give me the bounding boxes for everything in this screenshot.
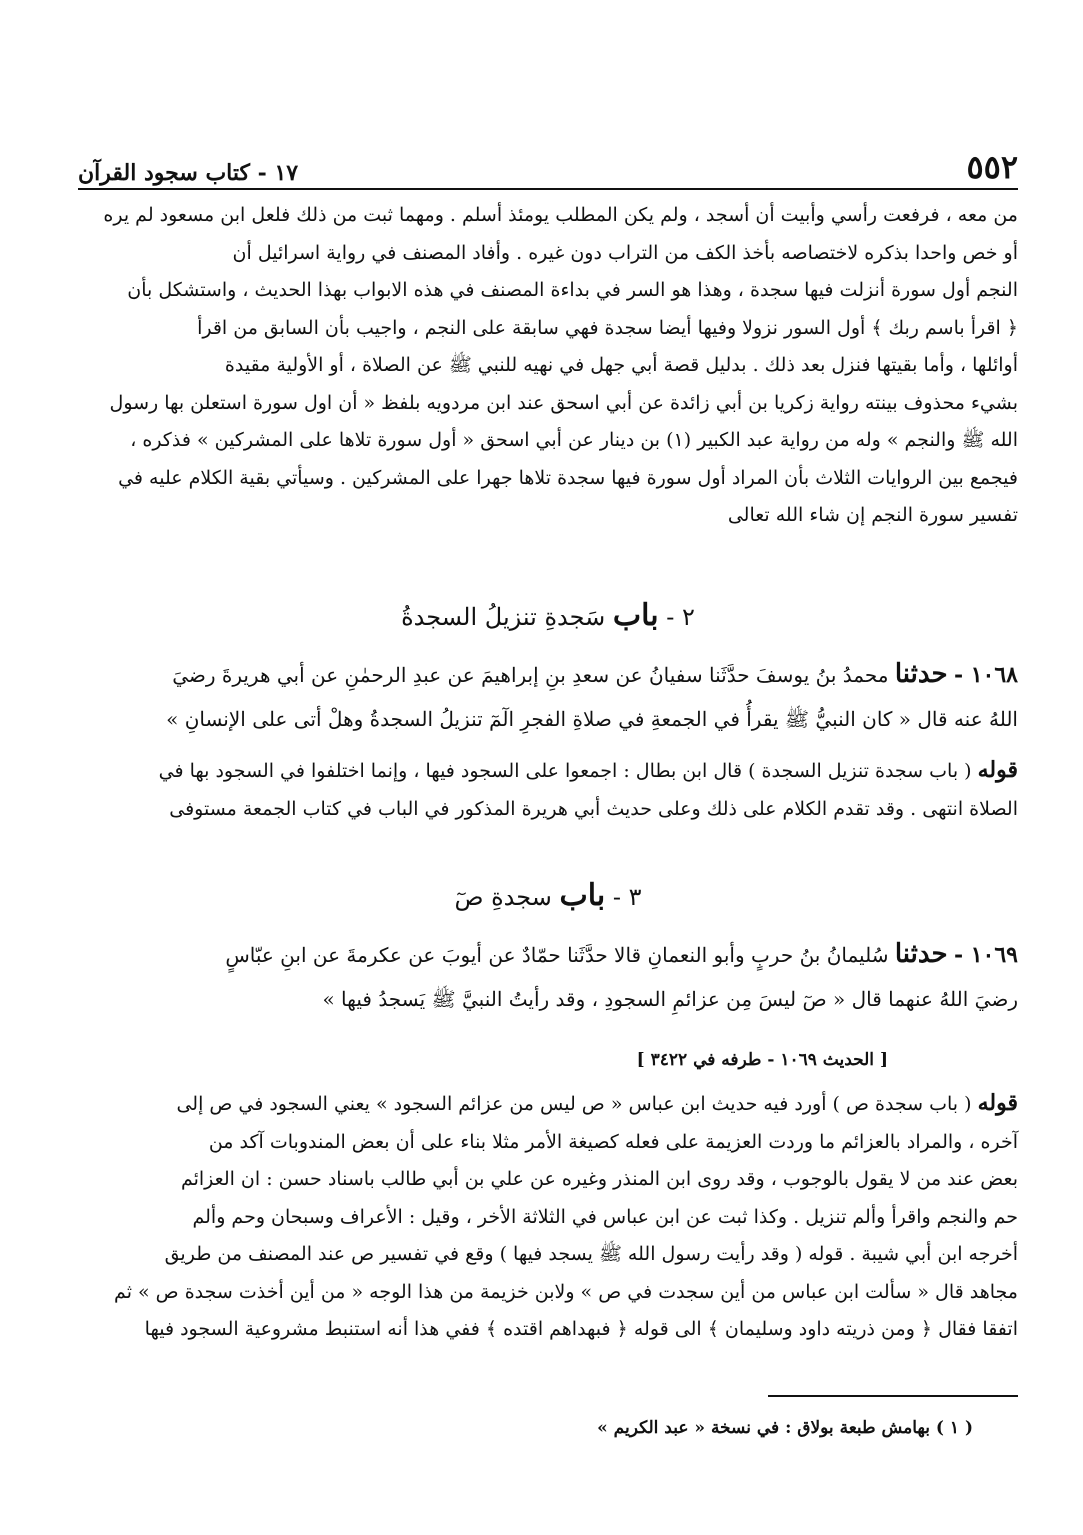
text-line: تفسير سورة النجم إن شاء الله تعالى (727, 504, 1018, 526)
text-line: اتفقا فقال ﴿ ومن ذريته داود وسليمان ﴾ الى قوله ﴿ فبهداهم اقتده ﴾ ففي هذا أنه استنبط مشروعية السجود فيها (144, 1318, 1018, 1340)
chapter-bab: باب (612, 598, 659, 633)
hadith-text: رضيَ اللهُ عنهما قال « صٓ ليسَ مِن عزائمِ السجودِ ، وقد رأيتُ النبيَّ ﷺ يَسجدُ فيها » (322, 987, 1018, 1011)
hadith-number: ١٠٦٨ - (953, 662, 1018, 688)
header-divider (78, 188, 1018, 190)
hadith-text: اللهُ عنه قال « كان النبيُّ ﷺ يقرأُ في الجمعةِ في صلاةِ الفجرِ الٓمٓ تنزيلُ السجدةُ وهلْ أتى على الإنسانِ » (166, 707, 1018, 731)
hadith-1069 (78, 932, 1018, 1021)
commentary-paragraph-2 (78, 752, 1018, 828)
chapter-heading-3 (78, 878, 1018, 913)
chapter-title: سجدةِ صٓ (454, 883, 552, 911)
hadith-opening: حدثنا (894, 659, 948, 689)
document-page (78, 0, 1018, 1535)
page-number: ٥٥٢ (966, 148, 1018, 186)
text-line: أوائلها ، وأما بقيتها فنزل بعد ذلك . بدليل قصة أبي جهل في نهيه للنبي ﷺ عن الصلاة ، أو الأولية مقيدة (224, 354, 1018, 376)
text-line: حم والنجم واقرأ وألم تنزيل . وكذا ثبت عن ابن عباس في الثلاثة الأخر ، وقيل : الأعراف وسبحان وحم وألم (192, 1205, 1018, 1228)
commentary-paragraph-1 (78, 197, 1018, 535)
running-title: ١٧ - كتاب سجود القرآن (78, 160, 299, 186)
chapter-title: سَجدةِ تنزيلُ السجدةُ (401, 603, 606, 631)
text-line: بعض عند من لا يقول بالوجوب ، وقد روى ابن المنذر وغيره عن علي بن أبي طالب باسناد حسن : ان العزائم (180, 1168, 1018, 1190)
chapter-heading-2 (78, 598, 1018, 633)
text-line: آخره ، والمراد بالعزائم ما وردت العزيمة على فعله كصيغة الأمر مثلا بناء على أن بعض المندوبات آكد من (208, 1130, 1018, 1153)
text-line: ( باب سجدة ص ) أورد فيه حديث ابن عباس « ص ليس من عزائم السجود » يعني السجود في ص إلى (176, 1093, 972, 1115)
text-line: أخرجه ابن أبي شيبة . قوله ( وقد رأيت رسول الله ﷺ يسجد فيها ) وقع في تفسير ص عند المصنف من طريق (164, 1243, 1018, 1265)
footnote: ( ١ ) بهامش طبعة بولاق : في نسخة « عبد الكريم » (597, 1418, 973, 1438)
hadith-text: محمدُ بنُ يوسفَ حدَّثَنا سفيانُ عن سعدِ بنِ إبراهيمَ عن عبدِ الرحمٰنِ عن أبي هريرةَ رضيَ (172, 663, 889, 687)
hadith-opening: حدثنا (894, 939, 948, 969)
text-line: الله ﷺ والنجم » وله من رواية عبد الكبير (١) بن دينار عن أبي اسحق « أول سورة تلاها على المشركين » فذكره ، (130, 429, 1018, 451)
text-line: ( باب سجدة تنزيل السجدة ) قال ابن بطال : اجمعوا على السجود فيها ، وإنما اختلفوا في السجود بها في (158, 760, 972, 782)
qawluhu-lead: قوله (977, 757, 1018, 783)
text-line: الصلاة انتهى . وقد تقدم الكلام على ذلك وعلى حديث أبي هريرة المذكور في الباب في كتاب الجمعة مستوفى (169, 797, 1018, 820)
text-line: ﴿ اقرأ باسم ربك ﴾ أول السور نزولا وفيها أيضا سجدة فهي سابقة على النجم ، واجيب بأن السابق من اقرأ (197, 316, 1018, 339)
hadith-cross-reference: [ الحديث ١٠٦٩ - طرفه في ٣٤٢٢ ] (636, 1050, 888, 1070)
hadith-text: سُليمانُ بنُ حربٍ وأبو النعمانِ قالا حدَّثَنا حمّادٌ عن أيوبَ عن عكرمةَ عن ابنِ عبّاسٍ (225, 943, 889, 967)
text-line: فيجمع بين الروايات الثلاث بأن المراد أول سورة فيها سجدة تلاها جهرا على المشركين . وسيأتي بقية الكلام عليه في (118, 466, 1018, 489)
text-line: بشيء محذوف بينته رواية زكريا بن أبي زائدة عن أبي اسحق عند ابن مردويه بلفظ « أن اول سورة استعلن بها رسول (109, 391, 1018, 414)
text-line: أو خص واحدا بذكره لاختصاصه بأخذ الكف من التراب دون غيره . وأفاد المصنف في رواية اسرائيل أن (232, 241, 1018, 264)
text-line: مجاهد قال « سألت ابن عباس من أين سجدت في ص » ولابن خزيمة من هذا الوجه « من أين أخذت سجدة ص » ثم (114, 1280, 1018, 1303)
page-header (78, 146, 1018, 186)
footnote-divider (768, 1395, 1018, 1397)
commentary-paragraph-3 (78, 1085, 1018, 1349)
hadith-1068 (78, 652, 1018, 741)
chapter-bab: باب (559, 878, 606, 913)
chapter-number: ٢ - (666, 603, 695, 631)
chapter-number: ٣ - (612, 883, 642, 911)
text-line: من معه ، فرفعت رأسي وأبيت أن أسجد ، ولم يكن المطلب يومئذ أسلم . ومهما ثبت من ذلك فلعل ابن مسعود لم يره (103, 204, 1018, 226)
hadith-number: ١٠٦٩ - (953, 942, 1018, 968)
text-line: النجم أول سورة أنزلت فيها سجدة ، وهذا هو السر في بداءة المصنف في هذه الابواب بهذا الحديث ، واستشكل بأن (127, 279, 1018, 301)
qawluhu-lead: قوله (977, 1090, 1018, 1116)
